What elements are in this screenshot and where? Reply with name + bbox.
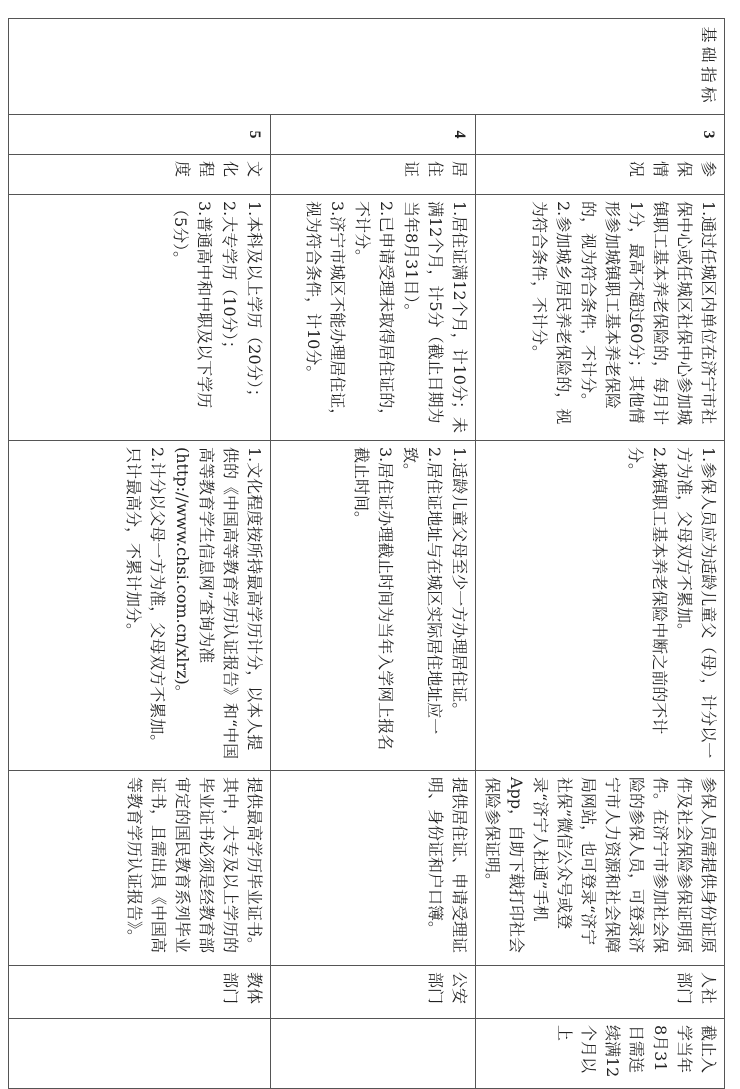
row-materials: 提供最高学历毕业证书。其中，大专及以上学历的毕业证书必须是经教育部审定的国民教育系列毕业证书，且需出具《中国高等教育学历认证报告》。 <box>9 771 271 966</box>
row-index: 3 <box>476 115 725 155</box>
row-conditions <box>9 195 271 441</box>
condition-item: 1.通过任城区内单位在济宁市社保中心或任城区社保中心参加城镇职工基本养老保险的，每月计1分，最高不超过60分；其他情形参加城镇职工基本养老保险的，视为符合条件，不计分。 <box>579 201 718 426</box>
condition-item: 3.济宁市城区不能办理居住证，视为符合条件，计10分。 <box>304 201 347 425</box>
note-item: 2.计分以父母一方为准，父母双方不累加。只计最高分，不累计加分。 <box>124 447 167 751</box>
row-department: 公安部门 <box>271 966 476 1019</box>
condition-item: 1.居住证满12个月，计10分；未满12个月，计5分（截止日期为当年8月31日）。 <box>402 201 469 433</box>
note-item: 1.文化程度按所持最高学历计分，以本人提供的《中国高等教育学历认证报告》和“中国高等教育学生信息网”查询为准(http://www.chsi.com.cn/xlrz)。 <box>173 447 264 760</box>
note-item: 2.居住证地址与在城区实际居住地址应一致。 <box>401 447 444 735</box>
row-deadline <box>9 1019 271 1089</box>
indicator-header: 基础指标 <box>9 19 725 115</box>
note-item: 2.城镇职工基本养老保险中断之前的不计分。 <box>626 447 669 735</box>
table-row <box>9 19 271 1089</box>
row-conditions <box>271 195 476 441</box>
note-item: 1.参保人员应为适龄儿童父（母），计分以一方为准，父母双方不累加。 <box>675 447 718 759</box>
note-item: 3.居住证办理截止时间为当年入学网上报名截止时间。 <box>352 447 395 751</box>
row-subject: 文化程度 <box>9 155 271 195</box>
row-index: 4 <box>271 115 476 155</box>
row-index: 5 <box>9 115 271 155</box>
table-row <box>476 19 725 1089</box>
criteria-table <box>8 18 725 1089</box>
row-conditions <box>476 195 725 441</box>
row-department: 教体部门 <box>9 966 271 1019</box>
row-notes <box>271 441 476 771</box>
row-notes <box>476 441 725 771</box>
row-materials: 参保人员需提供身份证原件及社会保险参保证明原件。在济宁市参加社会保险的参保人员，可登录济宁市人力资源和社会保障局网站，也可登录“济宁社保”微信公众号或登录“济宁人社通”手机App，自助下载打印社会保险参保证明。 <box>476 771 725 966</box>
condition-item: 3.普通高中和中职及以下学历（5分）。 <box>171 201 214 409</box>
condition-item: 2.已申请受理未取得居住证的，不计分。 <box>353 201 396 425</box>
row-notes <box>9 441 271 771</box>
condition-item: 1.本科及以上学历（20分）； <box>245 201 264 405</box>
row-materials: 提供居住证、申请受理证明、身份证和户口簿。 <box>271 771 476 966</box>
row-deadline <box>271 1019 476 1089</box>
row-subject: 居住证 <box>271 155 476 195</box>
row-department: 人社部门 <box>476 966 725 1019</box>
condition-item: 2.参加城乡居民养老保险的，视为符合条件，不计分。 <box>530 201 573 425</box>
table-row <box>271 19 476 1089</box>
row-deadline: 截止入学当年8月31日需连续满12个月以上 <box>476 1019 725 1089</box>
condition-item: 2.大专学历（10分）； <box>220 201 239 357</box>
row-subject: 参保情况 <box>476 155 725 195</box>
note-item: 1.适龄儿童父母至少一方办理居住证。 <box>450 447 469 719</box>
